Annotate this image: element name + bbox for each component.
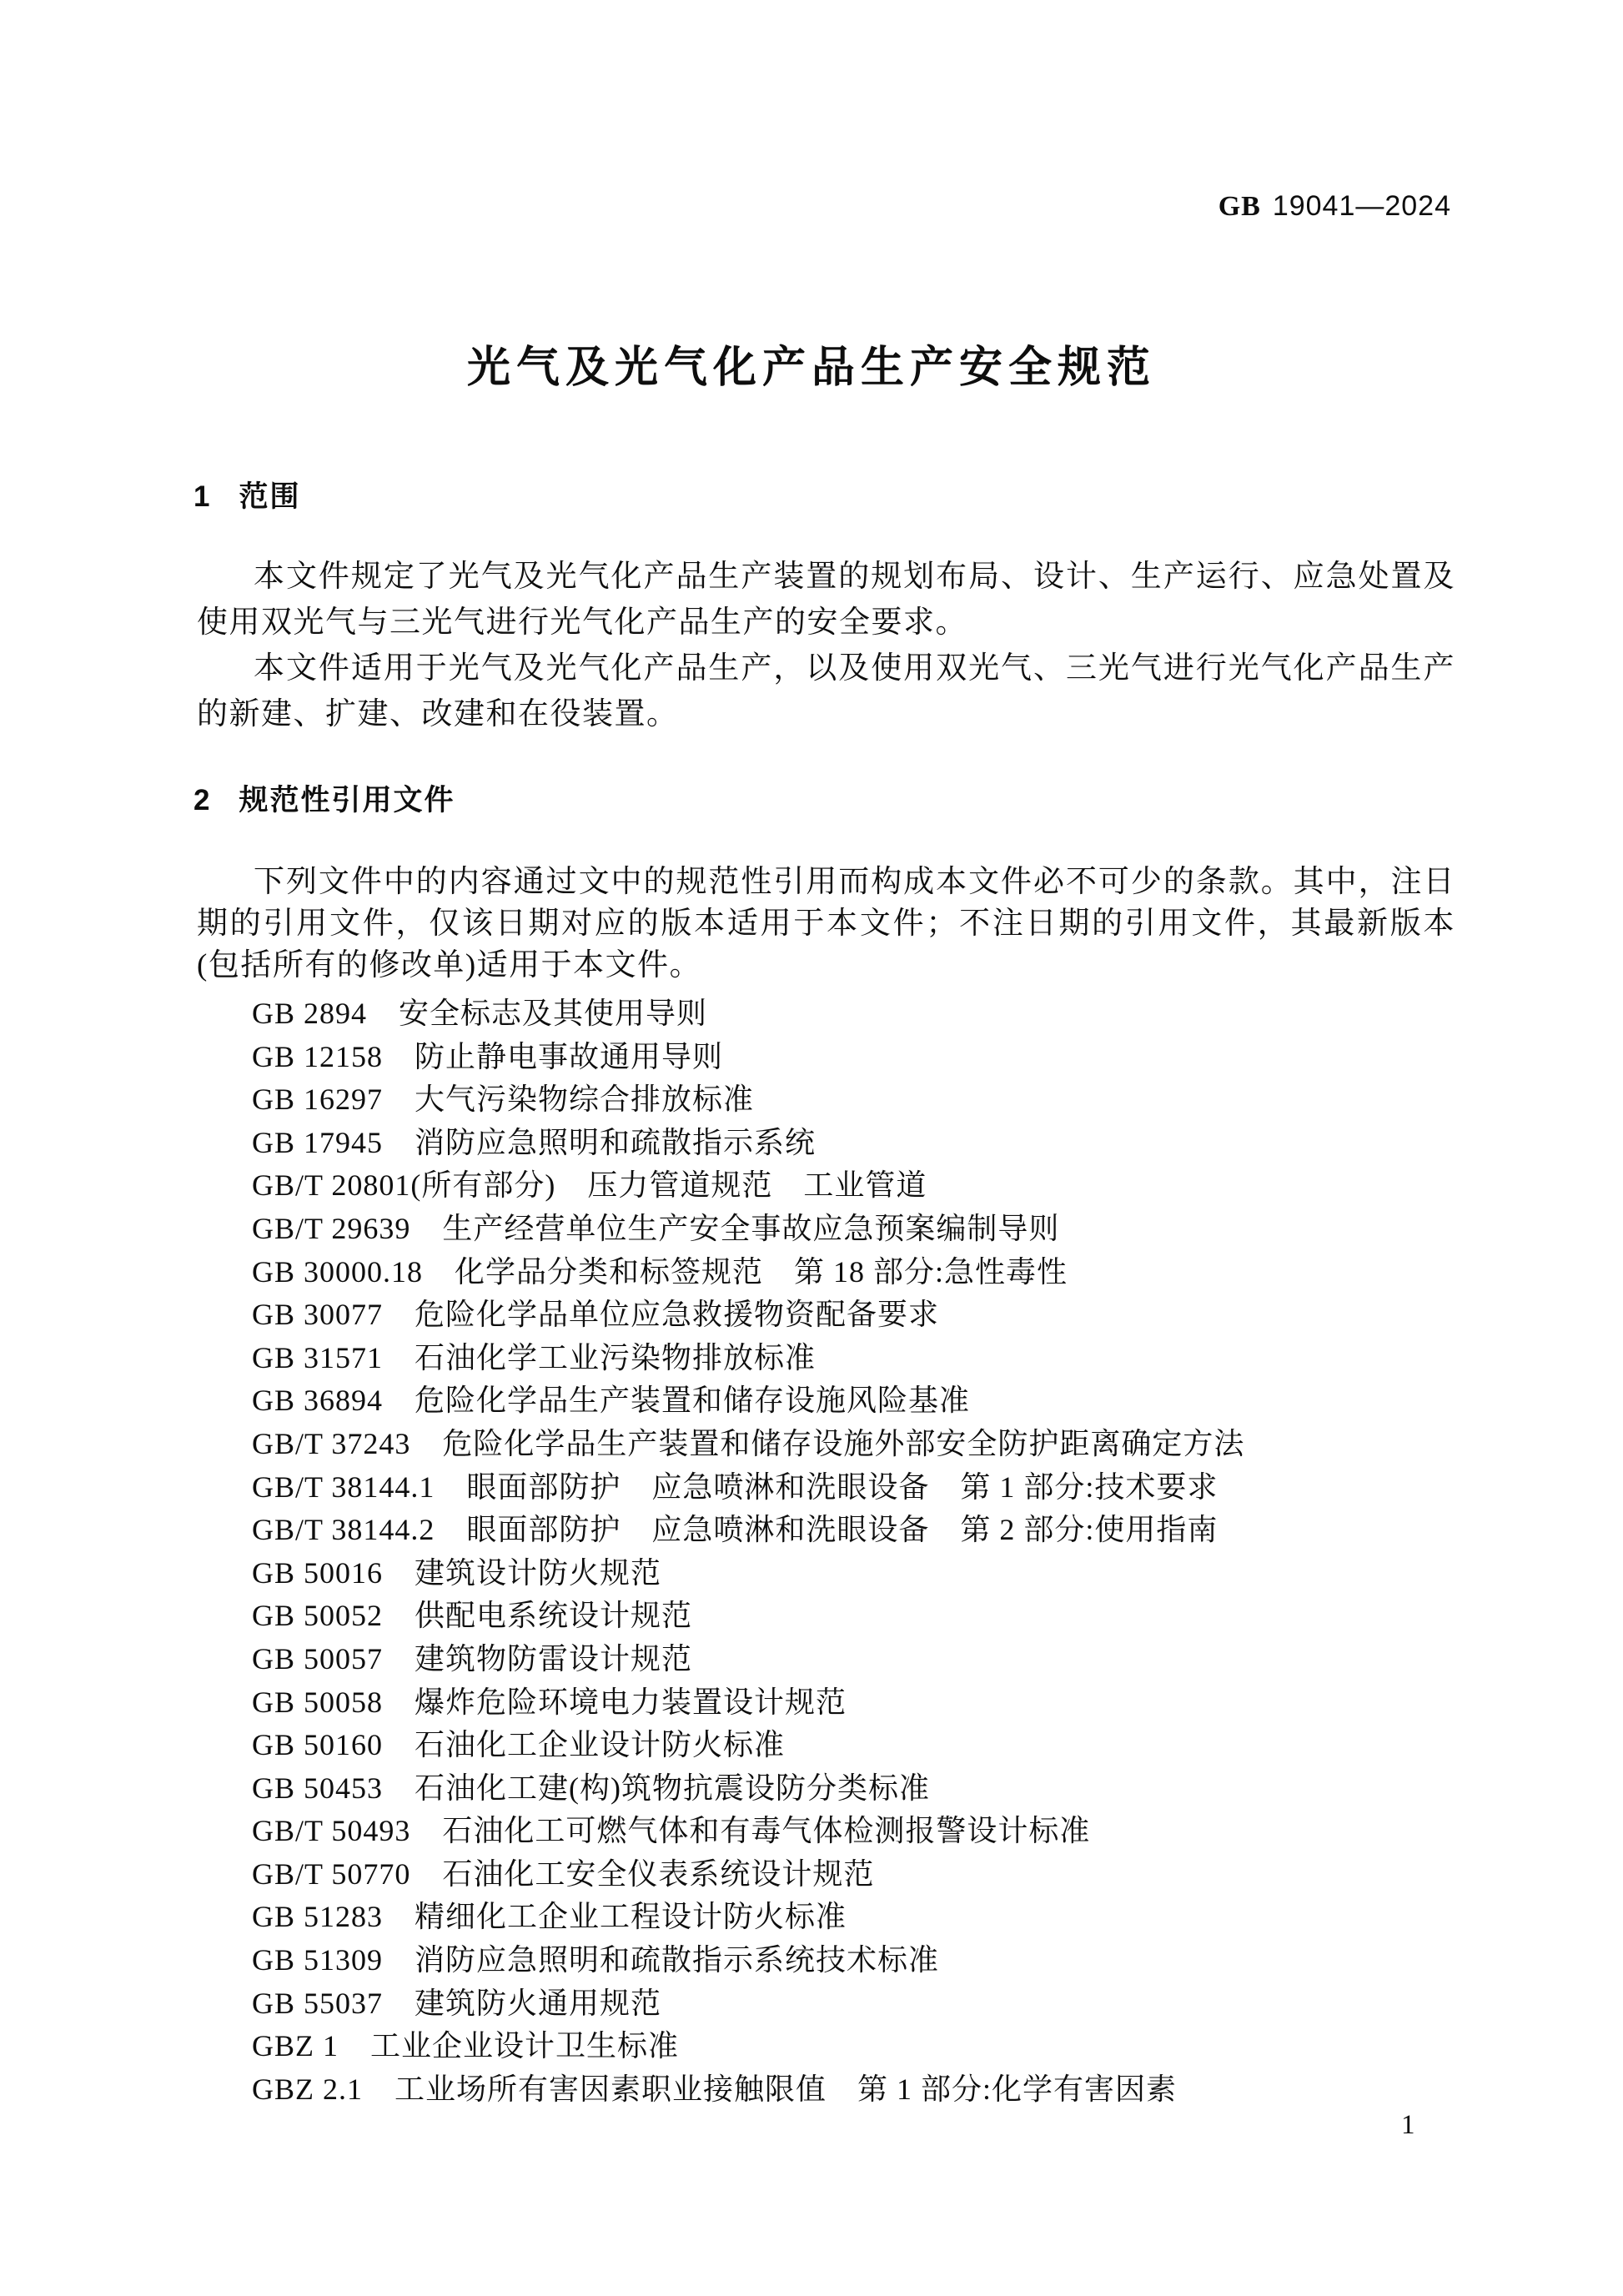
reference-code: GB 51283 (252, 1900, 384, 1934)
reference-title: 大气污染物综合排放标准 (415, 1083, 755, 1117)
reference-title: 建筑物防雷设计规范 (415, 1641, 693, 1676)
reference-item (252, 1337, 1523, 1380)
reference-title: 眼面部防护 应急喷淋和洗眼设备 第 2 部分:使用指南 (466, 1513, 1219, 1547)
reference-title: 危险化学品生产装置和储存设施外部安全防护距离确定方法 (442, 1426, 1245, 1460)
reference-item (252, 1164, 1523, 1208)
reference-title: 爆炸危险环境电力装置设计规范 (415, 1685, 847, 1719)
normative-references-intro (197, 862, 1455, 987)
reference-code: GB 30000.18 (252, 1254, 424, 1289)
reference-item (252, 1595, 1523, 1638)
reference-code: GB/T 20801(所有部分) (252, 1168, 556, 1203)
reference-title: 建筑防火通用规范 (415, 1986, 662, 2020)
section-label: 范围 (239, 480, 301, 513)
reference-code: GB/T 38144.2 (252, 1513, 435, 1547)
references-intro-paragraph: 下列文件中的内容通过文中的规范性引用而构成本文件必不可少的条款。其中，注日期的引用文件，仅该日期对应的版本适用于本文件；不注日期的引用文件，其最新版本(包括所有的修改单)适用于本文件。 (197, 865, 1455, 982)
reference-code: GBZ 2.1 (252, 2072, 363, 2106)
reference-title: 建筑设计防火规范 (415, 1555, 662, 1590)
section-label: 规范性引用文件 (239, 784, 455, 816)
reference-item (252, 1982, 1523, 2026)
scope-paragraph-2: 本文件适用于光气及光气化产品生产，以及使用双光气、三光气进行光气化产品生产的新建、扩建、改建和在役装置。 (197, 651, 1455, 731)
reference-item (252, 1896, 1523, 1939)
reference-item (252, 1638, 1523, 1681)
reference-item (252, 1552, 1523, 1595)
scope-paragraph-1: 本文件规定了光气及光气化产品生产装置的规划布局、设计、生产运行、应急处置及使用双光气与三光气进行光气化产品生产的安全要求。 (197, 560, 1455, 640)
reference-item (252, 1853, 1523, 1897)
reference-code: GB/T 37243 (252, 1426, 411, 1460)
reference-item (252, 992, 1523, 1036)
reference-title: 化学品分类和标签规范 第 18 部分:急性毒性 (455, 1254, 1068, 1289)
reference-title: 生产经营单位生产安全事故应急预案编制导则 (442, 1211, 1060, 1245)
standard-code (0, 190, 1451, 223)
reference-title: 消防应急照明和疏散指示系统 (415, 1125, 817, 1159)
reference-code: GB/T 50493 (252, 1814, 411, 1848)
reference-code: GB 17945 (252, 1125, 384, 1159)
reference-title: 石油化学工业污染物排放标准 (415, 1340, 817, 1374)
reference-code: GB 31571 (252, 1340, 384, 1374)
reference-item (252, 1294, 1523, 1337)
reference-code: GB/T 38144.1 (252, 1470, 435, 1504)
reference-title: 危险化学品单位应急救援物资配备要求 (415, 1298, 940, 1332)
reference-item (252, 1681, 1523, 1725)
reference-code: GB 36894 (252, 1384, 384, 1418)
reference-code: GB 50057 (252, 1641, 384, 1676)
section-heading-normative-references (193, 777, 455, 819)
reference-code: GB 50052 (252, 1599, 384, 1633)
reference-list (252, 992, 1523, 2111)
reference-code: GBZ 1 (252, 2029, 339, 2063)
reference-item (252, 1423, 1523, 1466)
reference-code: GB 2894 (252, 997, 368, 1030)
reference-title: 供配电系统设计规范 (415, 1599, 693, 1633)
page-number: 1 (1401, 2110, 1415, 2140)
reference-title: 石油化工企业设计防火标准 (415, 1728, 786, 1762)
section-heading-scope (193, 474, 300, 515)
reference-title: 工业场所有害因素职业接触限值 第 1 部分:化学有害因素 (394, 2072, 1178, 2106)
reference-item (252, 1078, 1523, 1122)
reference-code: GB 50016 (252, 1555, 384, 1590)
reference-item (252, 1767, 1523, 1811)
reference-item (252, 1939, 1523, 1982)
reference-item (252, 1724, 1523, 1767)
reference-item (252, 1208, 1523, 1251)
reference-code: GB 50058 (252, 1685, 384, 1719)
reference-item (252, 2068, 1523, 2112)
reference-title: 安全标志及其使用导则 (399, 997, 708, 1030)
reference-code: GB 30077 (252, 1298, 384, 1332)
reference-code: GB 16297 (252, 1083, 384, 1117)
reference-code: GB 55037 (252, 1986, 384, 2020)
reference-code: GB 50453 (252, 1771, 384, 1805)
reference-title: 石油化工可燃气体和有毒气体检测报警设计标准 (442, 1814, 1091, 1848)
document-title: 光气及光气化产品生产安全规范 (466, 344, 1156, 392)
reference-title: 工业企业设计卫生标准 (370, 2029, 680, 2063)
reference-item (252, 1122, 1523, 1165)
reference-code: GB/T 50770 (252, 1856, 411, 1891)
scope-body (197, 554, 1455, 737)
section-number: 2 (193, 784, 212, 816)
reference-item (252, 1251, 1523, 1294)
reference-code: GB 12158 (252, 1039, 384, 1073)
reference-title: 危险化学品生产装置和储存设施风险基准 (415, 1384, 971, 1418)
standard-code-prefix: GB (1218, 191, 1261, 222)
reference-item (252, 1036, 1523, 1079)
reference-title: 精细化工企业工程设计防火标准 (415, 1900, 847, 1934)
reference-item (252, 1466, 1523, 1510)
reference-title: 消防应急照明和疏散指示系统技术标准 (415, 1943, 940, 1977)
reference-code: GB/T 29639 (252, 1211, 411, 1245)
reference-code: GB 50160 (252, 1728, 384, 1762)
reference-title: 石油化工安全仪表系统设计规范 (442, 1856, 875, 1891)
reference-item (252, 2025, 1523, 2068)
reference-item (252, 1379, 1523, 1423)
reference-item (252, 1810, 1523, 1853)
reference-title: 压力管道规范 工业管道 (587, 1168, 927, 1203)
reference-title: 防止静电事故通用导则 (415, 1039, 724, 1073)
reference-item (252, 1509, 1523, 1552)
reference-title: 眼面部防护 应急喷淋和洗眼设备 第 1 部分:技术要求 (466, 1470, 1219, 1504)
standard-code-number: 19041—2024 (1272, 190, 1451, 222)
reference-title: 石油化工建(构)筑物抗震设防分类标准 (415, 1771, 930, 1805)
section-number: 1 (193, 480, 212, 513)
reference-code: GB 51309 (252, 1943, 384, 1977)
